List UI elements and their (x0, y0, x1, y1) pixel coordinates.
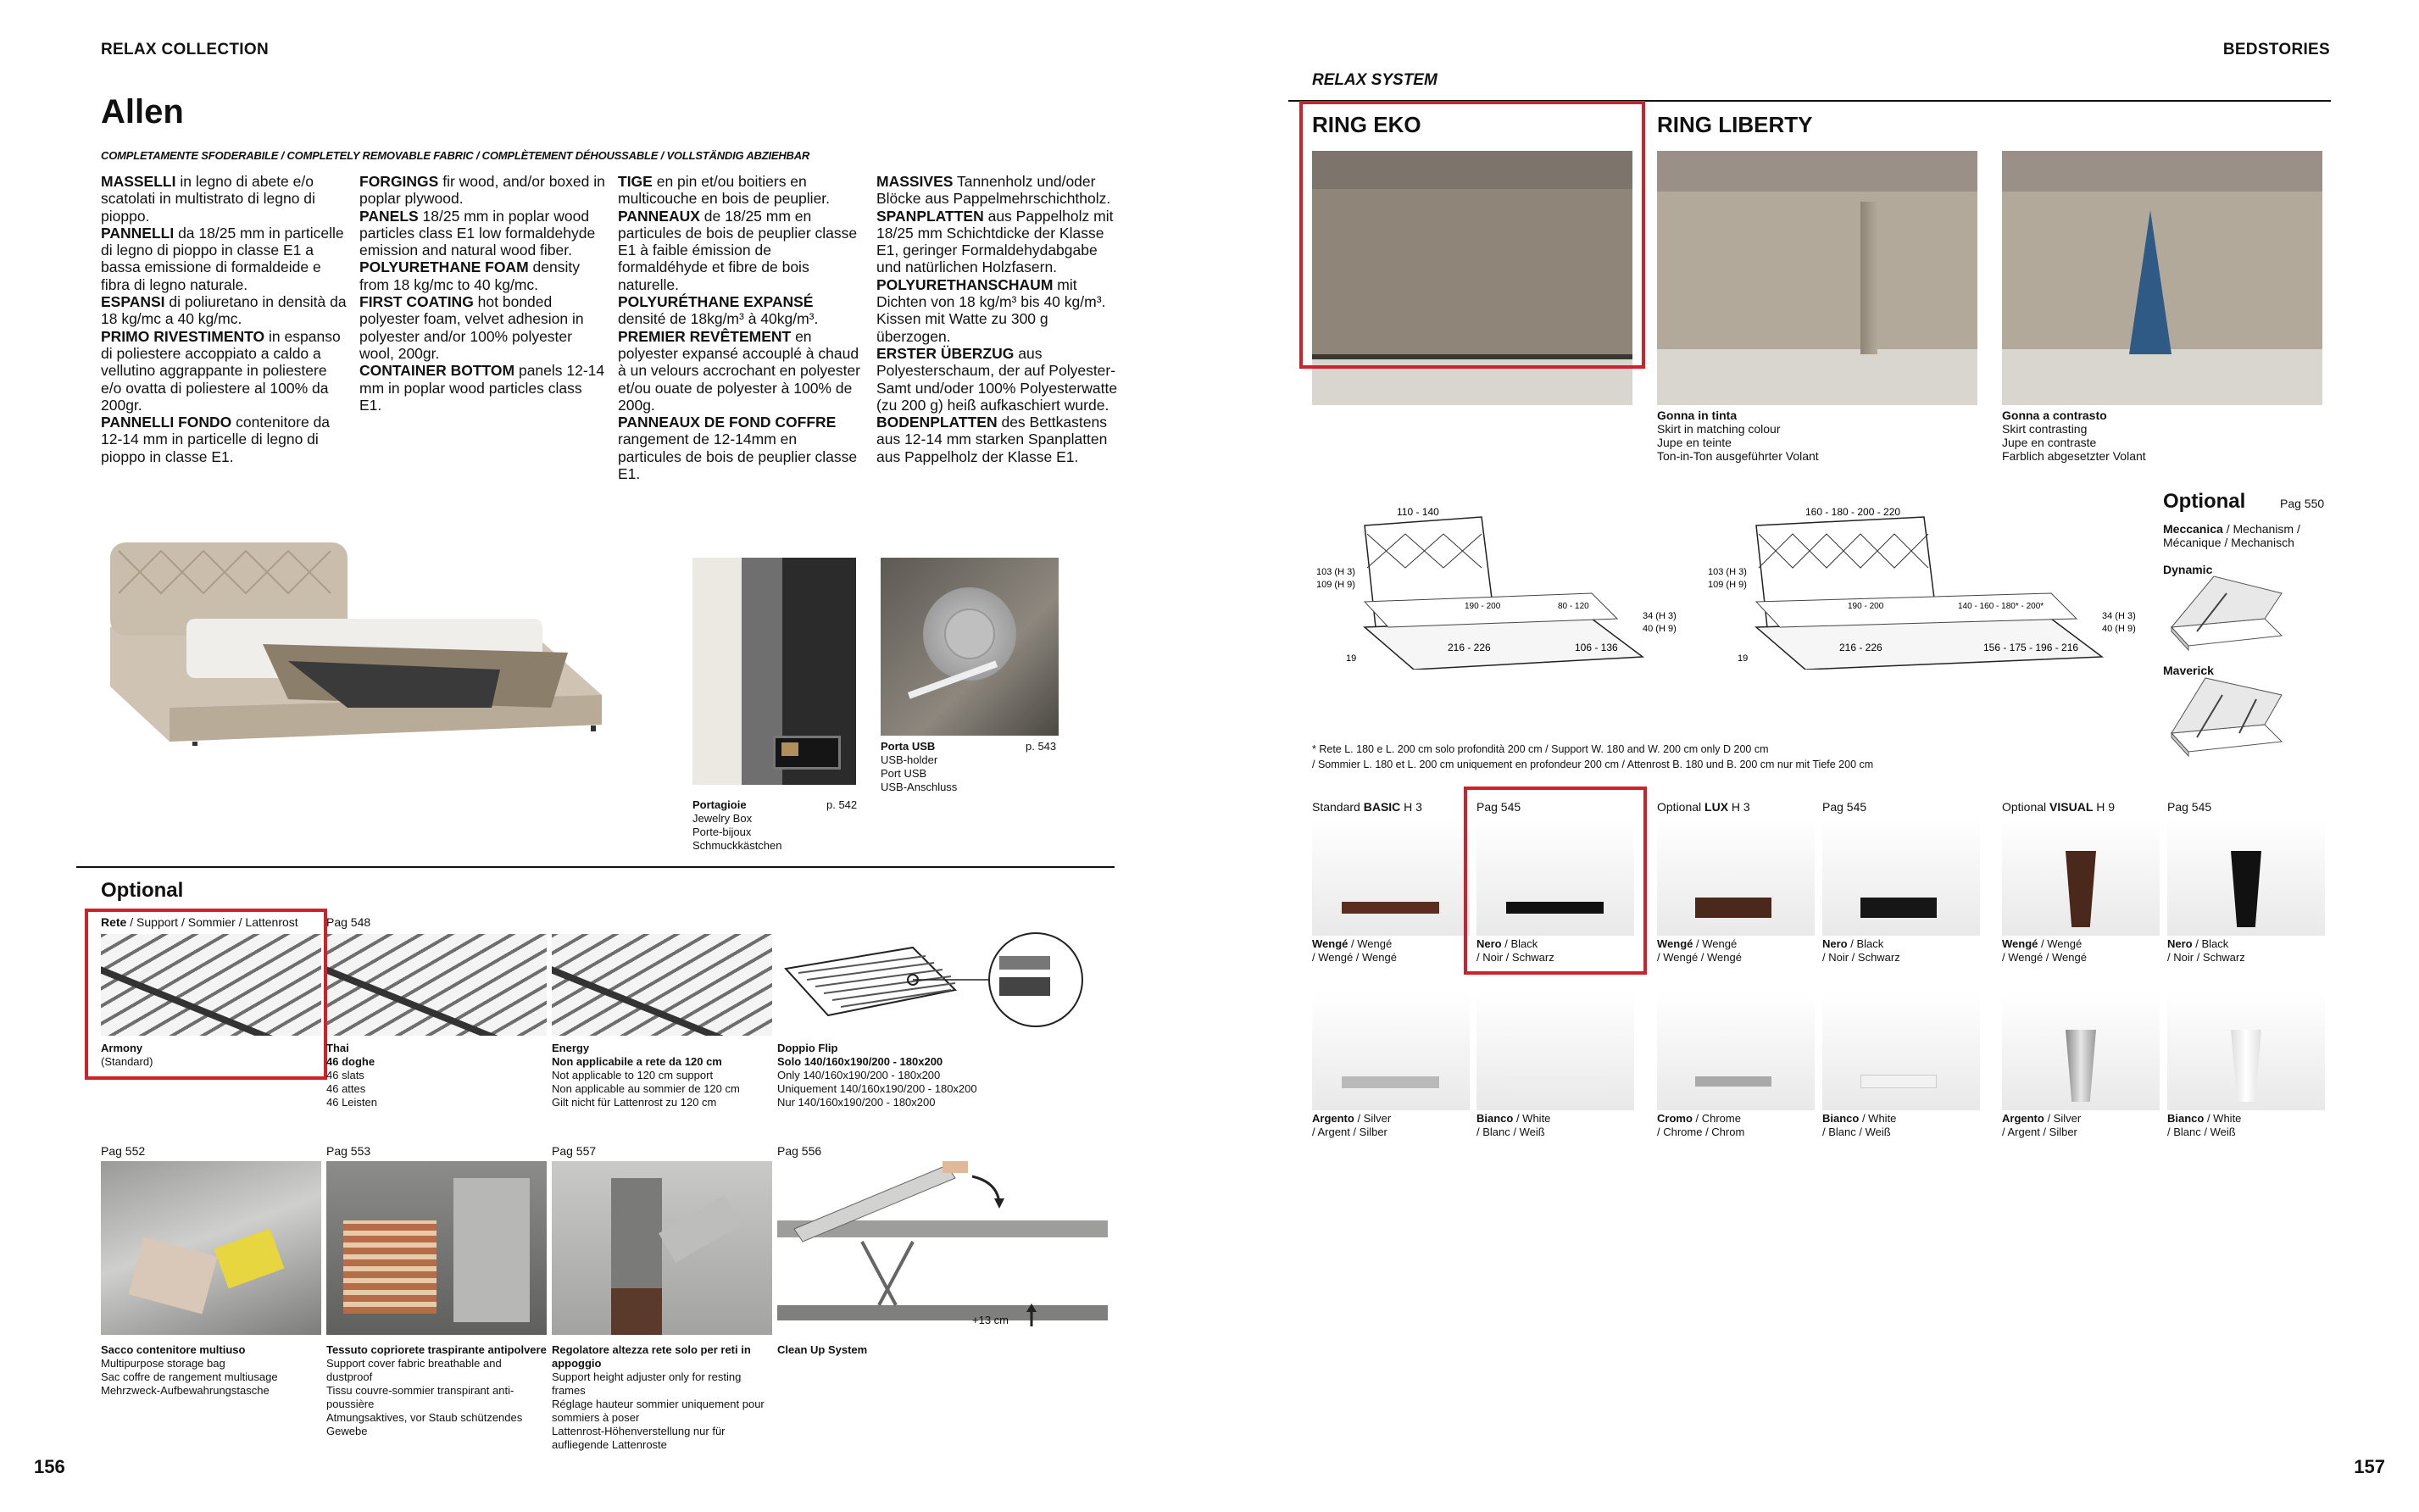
maverick-mechanism-drawing[interactable] (2163, 674, 2290, 759)
highlight-ring-eko (1299, 101, 1645, 369)
net-name: Thai (326, 1042, 349, 1054)
foot-color-line2: / Wengé / Wengé (1312, 951, 1397, 964)
spec-text: hot bonded polyester foam, velvet adhesion in polyester and/or 100% polyester wool, 200gr. (359, 293, 584, 362)
size-note-2 (1312, 758, 1873, 771)
foot-visual-black-photo[interactable] (2167, 817, 2325, 936)
spec-keyword: POLYURETHANE FOAM (359, 258, 529, 276)
gonna-contrasto-name: Gonna a contrasto (2002, 409, 2107, 422)
spec-paragraph (618, 293, 864, 328)
spec-column-de (876, 173, 1122, 465)
foot-color-rest: / Wengé (1348, 937, 1393, 950)
mechanism-label (2163, 522, 2333, 549)
foot-color-line2: / Wengé / Wengé (2002, 951, 2087, 964)
foot-color-line2: / Noir / Schwarz (2167, 951, 2245, 964)
spec-keyword: SPANPLATTEN (876, 207, 984, 225)
doppio-flip-drawing[interactable] (777, 931, 1116, 1041)
spec-paragraph (359, 173, 605, 208)
spec-paragraph (101, 414, 347, 465)
mechanism-bold: Meccanica (2163, 522, 2223, 536)
page-ref[interactable]: Pag 553 (326, 1144, 371, 1158)
spec-keyword: MASSIVES (876, 173, 954, 190)
spec-paragraph (618, 414, 864, 482)
spec-text: des Bettkastens aus 12-14 mm starken Spanplatten aus Pappelholz der Klasse E1. (876, 414, 1108, 465)
spec-keyword: PREMIER REVÊTEMENT (618, 327, 792, 345)
foot-lux-white-photo[interactable] (1822, 992, 1980, 1110)
gonna-contrasto-line: Skirt contrasting (2002, 422, 2088, 436)
spec-paragraph (876, 276, 1122, 345)
accessory-line: Support cover fabric breathable and dustproof (326, 1357, 502, 1383)
page-ref[interactable]: Pag 552 (101, 1144, 146, 1158)
spec-keyword: PANNEAUX (618, 207, 700, 225)
spec-text: density from 18 kg/mc to 40 kg/mc. (359, 258, 580, 293)
page-number-right: 157 (2354, 1456, 2385, 1477)
spec-paragraph (359, 258, 605, 293)
foot-color-line2: / Blanc / Weiß (1476, 1126, 1545, 1138)
foot-color: Bianco (1822, 1112, 1860, 1125)
spec-paragraph (101, 225, 347, 293)
ring-liberty-contrast-photo[interactable] (2002, 151, 2322, 405)
foot-color: Wengé (1657, 937, 1693, 950)
foot-color-rest: / Wengé (2038, 937, 2083, 950)
foot-caption (2167, 1112, 2241, 1139)
portagioie-name: Portagioie (692, 798, 747, 811)
dynamic-mechanism-drawing[interactable] (2163, 568, 2290, 653)
usb-line: Port USB (881, 767, 927, 780)
dim-width: 110 - 140 (1397, 506, 1439, 518)
size-note-text: / Sommier L. 180 et L. 200 cm uniquement en profondeur 200 cm / Attenrost B. 180 und B. 200 cm nur mit Tiefe 200 cm (1312, 759, 1874, 770)
clean-up-system-drawing (777, 1161, 1116, 1335)
foot-color-line2: / Blanc / Weiß (1822, 1126, 1891, 1138)
foot-caption (1476, 937, 1554, 964)
dim-h3: 34 (H 3) (1643, 611, 1677, 621)
optional-divider (76, 866, 1115, 868)
spec-paragraph (876, 414, 1122, 465)
accessory-caption (326, 1343, 547, 1438)
foot-caption (1312, 1112, 1391, 1139)
foot-color: Bianco (2167, 1112, 2205, 1125)
foot-color: Nero (2167, 937, 2193, 950)
accessory-line: Multipurpose storage bag (101, 1357, 225, 1370)
accessory-line: aufliegende Lattenroste (552, 1438, 667, 1451)
dim-h1: 103 (H 3) (1316, 567, 1355, 577)
foot-color-rest: / Silver (2044, 1112, 2082, 1125)
net-caption (326, 1042, 377, 1109)
feet-header-pre: Optional (1657, 800, 1705, 814)
spec-text: in espanso di poliestere accoppiato a caldo a vellutino aggrappante in poliestere e/o ovatta di poliestere al 100% da 200gr. (101, 327, 341, 414)
feet-header-post: H 3 (1400, 800, 1422, 814)
spec-paragraph (876, 345, 1122, 414)
net-name: Energy (552, 1042, 590, 1054)
gonna-tinta-line: Jupe en teinte (1657, 436, 1732, 449)
ring-liberty-matching-photo[interactable] (1657, 151, 1977, 405)
accessory-name: Regolatore altezza rete solo per reti in appoggio (552, 1343, 751, 1370)
brand-label: BEDSTORIES (2222, 41, 2330, 58)
gonna-contrasto-caption (2002, 409, 2146, 463)
foot-color-rest: / Black (1847, 937, 1884, 950)
accessory-line: Gewebe (326, 1425, 368, 1437)
feet-header-post: Pag 545 (2167, 800, 2212, 814)
accessory-line: Atmungsaktives, vor Staub schützendes (326, 1411, 523, 1424)
spec-paragraph (359, 293, 605, 362)
accessory-name: Clean Up System (777, 1343, 868, 1356)
spec-paragraph (101, 328, 347, 414)
accessory-caption (552, 1343, 772, 1452)
energy-slats-photo[interactable] (552, 934, 772, 1036)
accessory-line: sommiers à poser (552, 1411, 640, 1424)
dim-h2: 109 (H 9) (1708, 580, 1747, 590)
gonna-tinta-caption (1657, 409, 1819, 463)
feet-header-visual (2002, 800, 2115, 814)
dim-inner: 190 - 200 (1848, 602, 1884, 611)
optional-heading-right: Optional (2163, 490, 2246, 513)
usb-holder-photo (881, 558, 1059, 736)
spec-paragraph (876, 208, 1122, 276)
collection-label: RELAX COLLECTION (101, 41, 269, 58)
net-name: Doppio Flip (777, 1042, 838, 1054)
spec-text: en polyester expansé accouplé à chaud à un velours accrochant en polyester et/ou ouate de polyester à 100% de 200g. (618, 327, 860, 414)
feet-header-post: H 3 (1728, 800, 1750, 814)
foot-lux-chrome-photo[interactable] (1657, 992, 1815, 1110)
accessory-caption (101, 1343, 321, 1398)
page-number-left: 156 (34, 1456, 65, 1477)
storage-bag-photo (101, 1161, 321, 1335)
double-bed-dimension-drawing (1704, 500, 2144, 670)
spec-text: Tannenholz und/oder Blöcke aus Pappelmehrschichtholz. (876, 173, 1111, 208)
spec-keyword: PRIMO RIVESTIMENTO (101, 327, 265, 345)
spec-keyword: POLYURÉTHANE EXPANSÉ (618, 293, 814, 311)
spec-paragraph (618, 208, 864, 293)
foot-color-rest: / Silver (1354, 1112, 1392, 1125)
foot-visual-silver-photo[interactable] (2002, 992, 2160, 1110)
spec-paragraph (618, 173, 864, 208)
net-line: 46 slats (326, 1069, 364, 1081)
dim-inner: 190 - 200 (1465, 602, 1501, 611)
usb-caption (881, 740, 957, 794)
spec-keyword: CONTAINER BOTTOM (359, 362, 515, 380)
usb-name: Porta USB (881, 740, 936, 753)
net-line: Nur 140/160x190/200 - 180x200 (777, 1096, 936, 1109)
spec-keyword: PANNEAUX DE FOND COFFRE (618, 414, 837, 431)
accessory-line: Support height adjuster only for resting frames (552, 1370, 742, 1397)
usb-line: USB-Anschluss (881, 781, 958, 793)
dim-foot: 19 (1738, 653, 1749, 664)
dim-depth: 216 - 226 (1839, 642, 1882, 653)
spec-keyword: FIRST COATING (359, 293, 474, 311)
spec-text: aus Polyesterschaum, der auf Polyester-Samt und/oder 100% Polyesterwatte (zu 200 g) heiß aufkaschiert wurde. (876, 344, 1118, 414)
foot-caption (2002, 1112, 2081, 1139)
spec-paragraph (359, 362, 605, 414)
spec-keyword: ERSTER ÜBERZUG (876, 344, 1015, 362)
portagioie-line: Schmuckkästchen (692, 839, 782, 852)
thai-slats-photo[interactable] (326, 934, 547, 1036)
gonna-tinta-line: Ton-in-Ton ausgeführter Volant (1657, 449, 1819, 463)
net-name: Armony (101, 1042, 143, 1054)
spec-text: in legno di abete e/o scatolati in multistrato di legno di pioppo. (101, 173, 315, 225)
foot-basic-white-photo[interactable] (1476, 992, 1634, 1110)
feet-header-post: Pag 545 (1822, 800, 1867, 814)
dim-w2: 140 - 160 - 180* - 200* (1958, 602, 2044, 611)
single-bed-dimension-drawing (1312, 500, 1685, 670)
spec-text: di poliuretano in densità da 18 kg/mc a 40 kg/mc. (101, 293, 347, 328)
feet-header-page[interactable] (2167, 800, 2211, 814)
foot-color-rest: / Black (2192, 937, 2229, 950)
rete-label-bold: Rete (101, 915, 127, 929)
spec-keyword: ESPANSI (101, 293, 165, 311)
flip-measure: +13 cm (972, 1314, 1009, 1326)
foot-color-rest: / Wengé (1693, 937, 1738, 950)
usb-page-ref[interactable]: p. 543 (1026, 740, 1057, 753)
accessory-caption (777, 1343, 998, 1357)
feet-header-bold: LUX (1704, 800, 1729, 814)
foot-color-line2: / Wengé / Wengé (1657, 951, 1742, 964)
foot-color-line2: / Blanc / Weiß (2167, 1126, 2236, 1138)
feet-header-post: Pag 545 (1476, 800, 1521, 814)
feet-header-bold: BASIC (1363, 800, 1401, 814)
net-line: Non applicabile a rete da 120 cm (552, 1055, 722, 1068)
spec-paragraph (618, 328, 864, 414)
portagioie-page-ref[interactable]: p. 542 (826, 798, 858, 811)
foot-color-line2: / Noir / Schwarz (1476, 951, 1554, 964)
ring-liberty-title: RING LIBERTY (1657, 112, 1813, 137)
spec-paragraph (101, 293, 347, 328)
spec-text: densité de 18kg/m³ à 40kg/m³. (618, 310, 819, 328)
dim-foot: 19 (1346, 653, 1357, 664)
usb-line: USB-holder (881, 753, 938, 766)
accessory-name: Sacco contenitore multiuso (101, 1343, 246, 1356)
dim-h1: 103 (H 3) (1708, 567, 1747, 577)
net-line: Uniquement 140/160x190/200 - 180x200 (777, 1082, 977, 1095)
foot-color-line2: / Argent / Silber (1312, 1126, 1387, 1138)
page-ref-548[interactable]: Pag 548 (326, 915, 371, 929)
foot-caption (1657, 1112, 1744, 1139)
gonna-tinta-name: Gonna in tinta (1657, 409, 1738, 422)
portagioie-line: Jewelry Box (692, 812, 753, 825)
foot-color-line2: / Noir / Schwarz (1822, 951, 1900, 964)
foot-color-rest: / Chrome (1692, 1112, 1741, 1125)
accessory-line: Mehrzweck-Aufbewahrungstasche (101, 1384, 270, 1397)
foot-caption (1312, 937, 1397, 964)
dim-depth2: 106 - 136 (1575, 642, 1618, 653)
ring-eko-title: RING EKO (1312, 112, 1421, 137)
foot-visual-white-photo[interactable] (2167, 992, 2325, 1110)
size-note-text: * Rete L. 180 e L. 200 cm solo profondità 200 cm / Support W. 180 and W. 200 cm only D 200 cm (1312, 743, 1769, 755)
spec-text: panels 12-14 mm in poplar wood particles class E1. (359, 362, 605, 414)
net-line: Not applicable to 120 cm support (552, 1069, 714, 1081)
feet-header-post: H 9 (2093, 800, 2116, 814)
spec-column-en (359, 173, 605, 414)
relax-system-label: RELAX SYSTEM (1312, 71, 1437, 89)
spec-keyword: BODENPLATTEN (876, 414, 998, 431)
net-line: Non applicable au sommier de 120 cm (552, 1082, 740, 1095)
feet-header-lux (1657, 800, 1750, 814)
net-line: 46 doghe (326, 1055, 375, 1068)
spec-paragraph (876, 173, 1122, 208)
foot-caption (1476, 1112, 1550, 1139)
accessory-line: Lattenrost-Höhenverstellung nur für (552, 1425, 726, 1437)
foot-basic-wenge-photo[interactable] (1312, 817, 1470, 936)
spec-keyword: PANNELLI FONDO (101, 414, 232, 431)
spec-text: en pin et/ou boitiers en multicouche en bois de peuplier. (618, 173, 831, 208)
maverick-label[interactable]: Maverick (2163, 664, 2214, 677)
accessory-line: Sac coffre de rangement multiusage (101, 1370, 278, 1383)
dim-depth2: 156 - 175 - 196 - 216 (1983, 642, 2079, 653)
gonna-tinta-line: Skirt in matching colour (1657, 422, 1781, 436)
dim-width: 160 - 180 - 200 - 220 (1805, 506, 1901, 518)
feet-header-bold: VISUAL (2049, 800, 2094, 814)
spec-text: aus Pappelholz mit 18/25 mm Schichtdicke der Klasse E1, geringer Formaldehydabgabe und natürlichen Holzfasern. (876, 207, 1114, 276)
gonna-contrasto-line: Farblich abgesetzter Volant (2002, 449, 2146, 463)
accessory-line: Tissu couvre-sommier transpirant anti- (326, 1384, 514, 1397)
foot-color: Wengé (2002, 937, 2038, 950)
size-note-1 (1312, 742, 1769, 756)
removable-fabric-line: COMPLETAMENTE SFODERABILE / COMPLETELY REMOVABLE FABRIC / COMPLÈTEMENT DÉHOUSSABLE / VOLLSTÄNDIG ABZIEHBAR (101, 149, 810, 162)
spec-paragraph (101, 173, 347, 225)
foot-caption (1822, 1112, 1896, 1139)
dynamic-label[interactable]: Dynamic (2163, 563, 2213, 576)
net-caption (552, 1042, 740, 1109)
net-caption (777, 1042, 977, 1109)
spec-keyword: FORGINGS (359, 173, 439, 190)
net-line: Gilt nicht für Lattenrost zu 120 cm (552, 1096, 717, 1109)
spec-keyword: TIGE (618, 173, 653, 190)
page-ref[interactable]: Pag 556 (777, 1144, 822, 1158)
foot-color-rest: / White (1859, 1112, 1897, 1125)
spec-text: fir wood, and/or boxed in poplar plywood. (359, 173, 605, 208)
foot-lux-wenge-photo[interactable] (1657, 817, 1815, 936)
portagioie-caption (692, 798, 782, 853)
spec-keyword: MASSELLI (101, 173, 176, 190)
spec-text: de 18/25 mm en particules de bois de peuplier classe E1 à faible émission de formaldéhyde et fibre de bois naturelle. (618, 207, 858, 293)
bed-photo (93, 525, 610, 746)
foot-caption (2002, 937, 2087, 964)
net-line: 46 attes (326, 1082, 366, 1095)
foot-color: Bianco (1476, 1112, 1514, 1125)
spec-paragraph (359, 208, 605, 259)
feet-header-basic (1312, 800, 1422, 814)
jewelry-box-photo (692, 558, 856, 785)
page-ref-550[interactable]: Pag 550 (2280, 497, 2325, 510)
net-line: 46 Leisten (326, 1096, 377, 1109)
spec-keyword: PANELS (359, 207, 419, 225)
gonna-contrasto-line: Jupe en contraste (2002, 436, 2097, 449)
height-adjuster-photo (552, 1161, 772, 1335)
spec-text: contenitore da 12-14 mm in particelle di legno di pioppo in classe E1. (101, 414, 331, 465)
spec-column-it (101, 173, 347, 465)
foot-visual-wenge-photo[interactable] (2002, 817, 2160, 936)
accessory-name: Tessuto copriorete traspirante antipolvere (326, 1343, 547, 1356)
spec-text: 18/25 mm in poplar wood particles class E1 low formaldehyde emission and natural wood fiber. (359, 207, 596, 259)
support-cover-photo (326, 1161, 547, 1335)
net-caption (101, 1042, 153, 1069)
foot-color-rest: / Black (1501, 937, 1538, 950)
foot-color-rest: / White (2204, 1112, 2242, 1125)
feet-header-pre: Optional (2002, 800, 2050, 814)
foot-caption (2167, 937, 2245, 964)
spec-text: da 18/25 mm in particelle di legno di pioppo in classe E1 a bassa emissione di formaldeide e fibra di legno naturale. (101, 224, 344, 293)
foot-caption (1657, 937, 1742, 964)
foot-color: Wengé (1312, 937, 1349, 950)
foot-color-rest: / White (1513, 1112, 1551, 1125)
spec-text: mit Dichten von 18 kg/m³ bis 40 kg/m³. Kissen mit Watte zu 300 g überzogen. (876, 275, 1106, 345)
accessory-line: poussière (326, 1398, 375, 1410)
product-title: Allen (101, 93, 184, 131)
dim-w2: 80 - 120 (1558, 602, 1589, 611)
mechanism-rest: / Mechanism / Mécanique / Mechanisch (2163, 522, 2300, 549)
rete-label-rest: / Support / Sommier / Lattenrost (126, 915, 298, 929)
net-line: Solo 140/160x190/200 - 180x200 (777, 1055, 943, 1068)
foot-lux-black-photo[interactable] (1822, 817, 1980, 936)
feet-header-page[interactable] (1822, 800, 1866, 814)
spec-column-fr (618, 173, 864, 482)
dim-h3: 34 (H 3) (2102, 611, 2136, 621)
foot-basic-silver-photo[interactable] (1312, 992, 1470, 1110)
dim-depth: 216 - 226 (1448, 642, 1491, 653)
portagioie-line: Porte-bijoux (692, 825, 752, 838)
optional-heading-left: Optional (101, 879, 184, 902)
foot-color: Nero (1822, 937, 1848, 950)
foot-color: Argento (1312, 1112, 1354, 1125)
spec-text: rangement de 12-14mm en particules de bois de peuplier classe E1. (618, 431, 858, 483)
accessory-line: Réglage hauteur sommier uniquement pour (552, 1398, 765, 1410)
foot-color: Argento (2002, 1112, 2044, 1125)
foot-color-line2: / Chrome / Chrom (1657, 1126, 1745, 1138)
dim-h4: 40 (H 9) (2102, 624, 2136, 634)
foot-color: Nero (1476, 937, 1502, 950)
foot-color-line2: / Argent / Silber (2002, 1126, 2077, 1138)
spec-keyword: POLYURETHANSCHAUM (876, 275, 1054, 293)
feet-header-pre: Standard (1312, 800, 1364, 814)
dim-h4: 40 (H 9) (1643, 624, 1677, 634)
foot-caption (1822, 937, 1900, 964)
spec-keyword: PANNELLI (101, 224, 175, 242)
net-line: Only 140/160x190/200 - 180x200 (777, 1069, 941, 1081)
page-ref[interactable]: Pag 557 (552, 1144, 597, 1158)
foot-color: Cromo (1657, 1112, 1693, 1125)
net-line: (Standard) (101, 1055, 153, 1068)
dim-h2: 109 (H 9) (1316, 580, 1355, 590)
